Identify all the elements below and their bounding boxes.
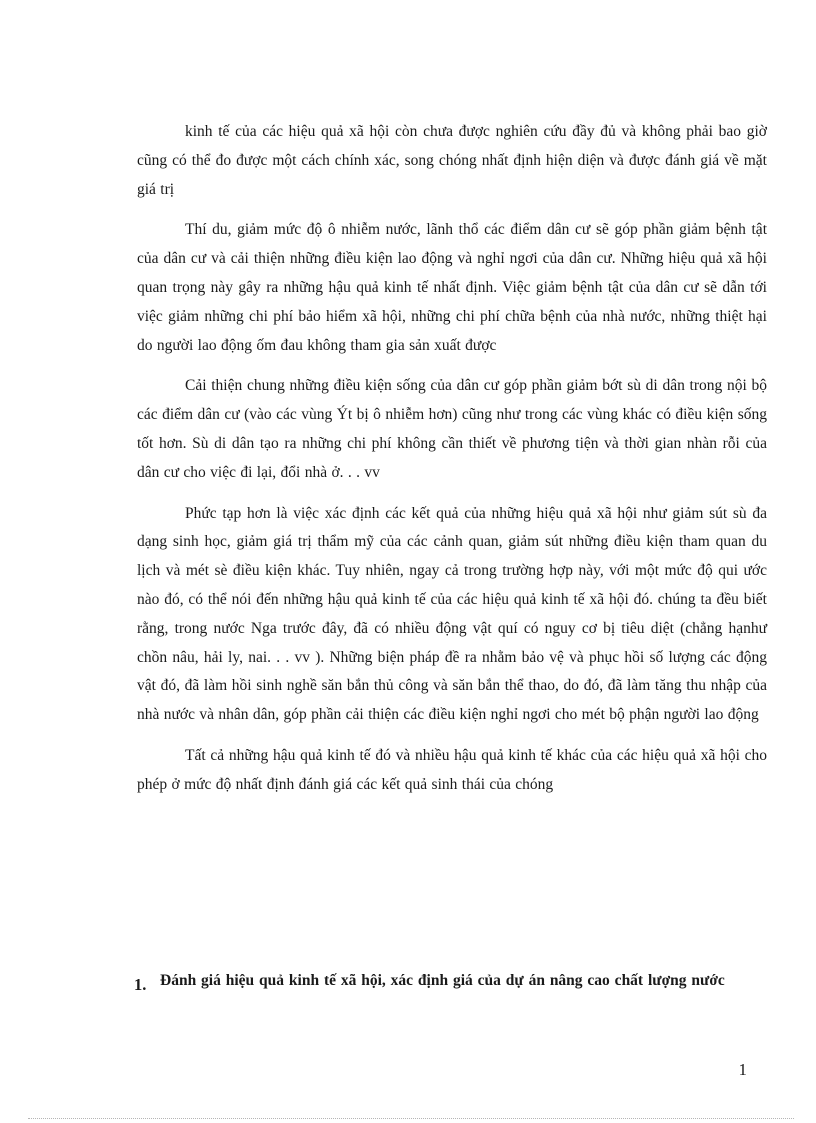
paragraph-4: Phức tạp hơn là việc xác định các kết quả của những hiệu quả xã hội như giảm sút sù đa dạng sinh học, giảm giá trị thẩm mỹ của các cảnh quan, giảm sút những điều kiện tham quan du lịch và mét sè điều kiện khác. Tuy nhiên, ngay cả trong trường hợp này, với một mức độ qui ước nào đó, có thể nói đến những hậu quả kinh tế của các hiệu quả kinh tế xã hội đó. chúng ta đều biết rằng, trong nước Nga trước đây, đã có nhiều động vật quí có nguy cơ bị tiêu diệt (chẳng hạnhư chồn nâu, hải ly, nai. . . vv ). Những biện pháp đề ra nhằm bảo vệ và phục hồi số lượng các động vật đó, đã làm hồi sinh nghề săn bắn thủ công và săn bắn thể thao, do đó, đã làm tăng thu nhập của nhà nước và nhân dân, góp phần cải thiện các điều kiện nghỉ ngơi cho mét bộ phận người lao động xyxy=(137,504,767,724)
section-heading xyxy=(134,966,774,1000)
paragraph-2: Thí du, giảm mức độ ô nhiễm nước, lãnh thổ các điểm dân cư sẽ góp phần giảm bệnh tật của dân cư và cải thiện những điều kiện lao động và nghỉ ngơi của dân cư. Những hiệu quả xã hội quan trọng này gây ra những hậu quả kinh tế nhất định. Việc giảm bệnh tật của dân cư sẽ dẫn tới việc giảm những chi phí bảo hiểm xã hội, những chi phí chữa bệnh của nhà nước, những thiệt hại do người lao động ốm đau không tham gia sản xuất được xyxy=(137,221,767,354)
paragraph-3: Cải thiện chung những điều kiện sống của dân cư góp phần giảm bớt sù di dân trong nội bộ các điểm dân cư (vào các vùng Ýt bị ô nhiễm hơn) cũng như trong các vùng khác có điều kiện sống tốt hơn. Sù di dân tạo ra những chi phí không cần thiết về phương tiện và thời gian nhàn rỗi của dân cư cho việc đi lại, đổi nhà ở. . . vv xyxy=(137,377,767,481)
body-text xyxy=(137,118,767,812)
paragraph-1: kinh tế của các hiệu quả xã hội còn chưa được nghiên cứu đầy đủ và không phải bao giờ cũng có thể đo được một cách chính xác, song chóng nhất định hiện diện và được đánh giá về mặt giá trị xyxy=(137,123,767,198)
paragraph-5: Tất cả những hậu quả kinh tế đó và nhiều hậu quả kinh tế khác của các hiệu quả xã hội cho phép ở mức độ nhất định đánh giá các kết quả sinh thái của chóng xyxy=(137,746,767,793)
footer-divider xyxy=(28,1118,794,1119)
page-number: 1 xyxy=(738,1060,747,1079)
section-number: 1. xyxy=(134,975,147,994)
section-title: Đánh giá hiệu quả kinh tế xã hội, xác định giá của dự án nâng cao chất lượng nước xyxy=(160,972,725,989)
